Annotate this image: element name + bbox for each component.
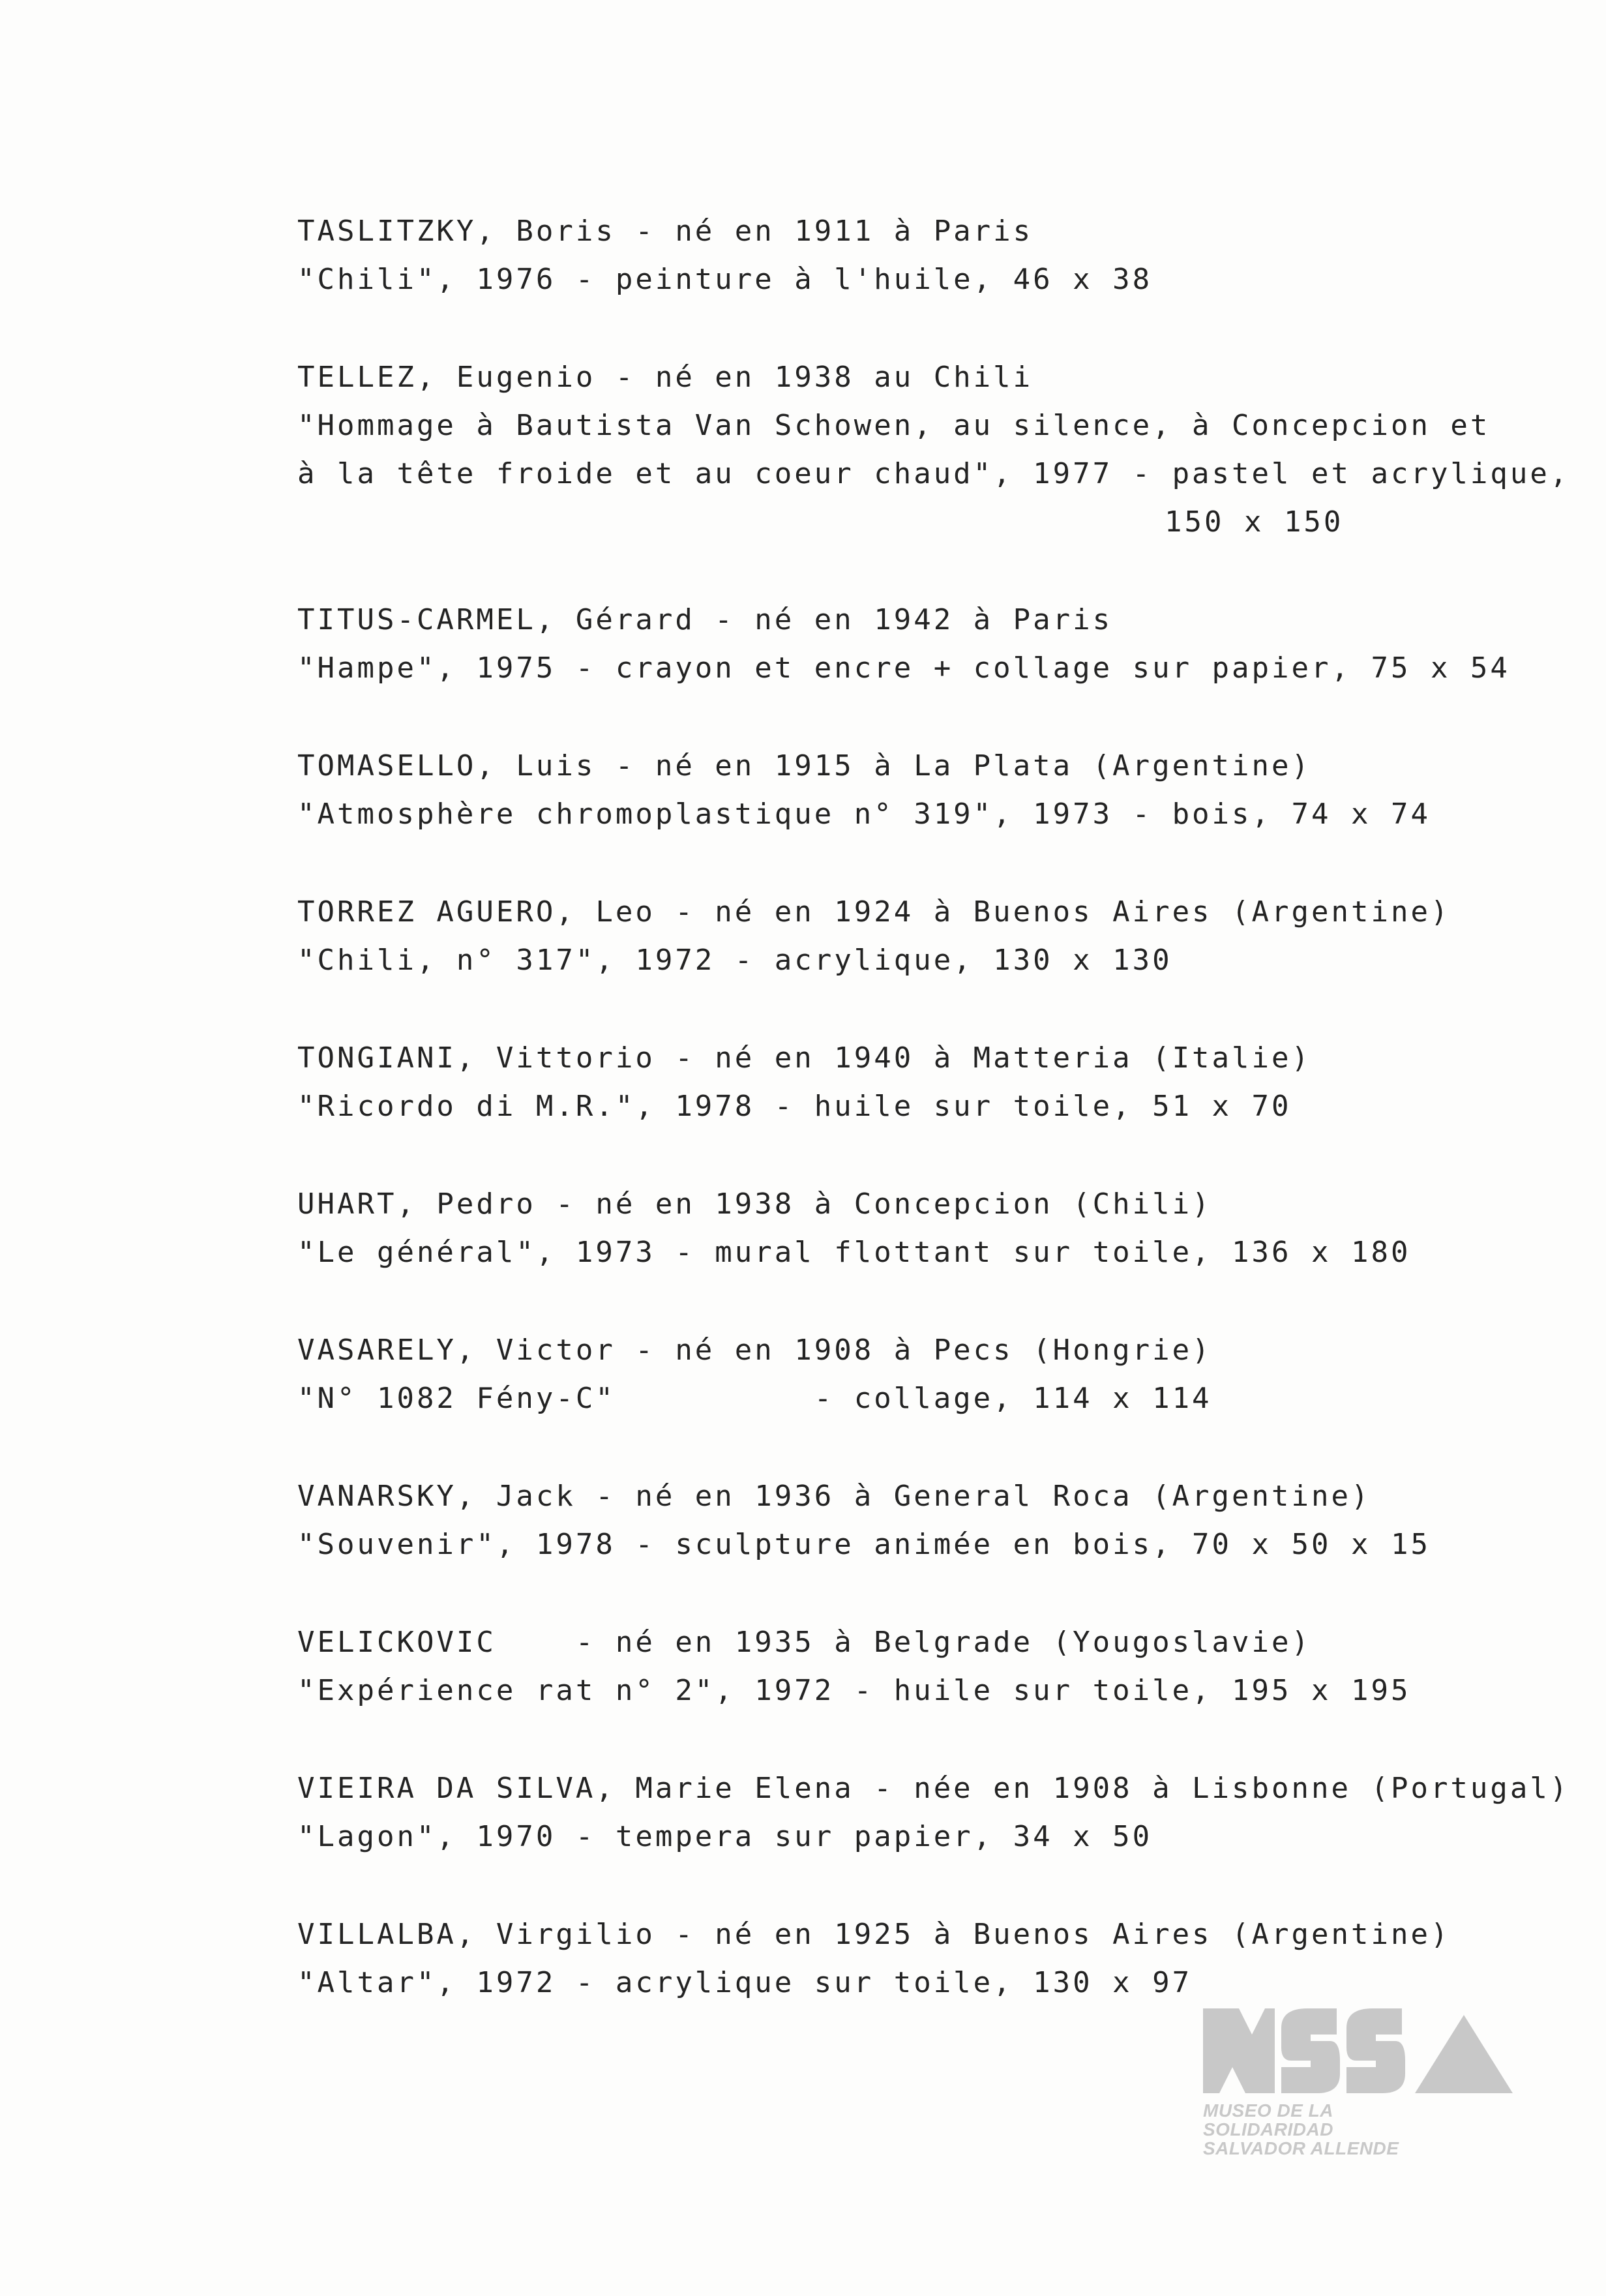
artist-entry-vasarely [297, 1326, 1575, 1423]
artist-line: TELLEZ, Eugenio - né en 1938 au Chili [297, 361, 1033, 394]
artist-line: VASARELY, Victor - né en 1908 à Pecs (Hongrie) [297, 1334, 1212, 1367]
artist-line: TITUS-CARMEL, Gérard - né en 1942 à Paris [297, 603, 1113, 636]
artist-line: VANARSKY, Jack - né en 1936 à General Roca (Argentine) [297, 1480, 1371, 1513]
artist-entry-titus-carmel [297, 596, 1575, 693]
artist-entry-taslitzky [297, 207, 1575, 304]
artist-entry-tongiani [297, 1034, 1575, 1131]
watermark-line: SOLIDARIDAD [1203, 2119, 1333, 2139]
artist-entry-tellez [297, 353, 1575, 546]
artwork-line: "Souvenir", 1978 - sculpture animée en bois, 70 x 50 x 15 [297, 1528, 1431, 1561]
artwork-line: "Le général", 1973 - mural flottant sur toile, 136 x 180 [297, 1236, 1411, 1269]
artist-entry-uhart [297, 1180, 1575, 1277]
artist-entry-vieira-da-silva [297, 1765, 1575, 1861]
watermark-line: MUSEO DE LA [1203, 2100, 1333, 2121]
artist-line: TONGIANI, Vittorio - né en 1940 à Matteria (Italie) [297, 1041, 1312, 1075]
artist-entry-velickovic [297, 1618, 1575, 1715]
artist-entry-tomasello [297, 742, 1575, 839]
artwork-line: "Atmosphère chromoplastique n° 319", 1973 - bois, 74 x 74 [297, 798, 1431, 831]
artist-line: VILLALBA, Virgilio - né en 1925 à Buenos Aires (Argentine) [297, 1918, 1451, 1951]
artist-entry-vanarsky [297, 1472, 1575, 1569]
watermark-line: SALVADOR ALLENDE [1203, 2138, 1399, 2158]
artist-list [297, 207, 1575, 2007]
artwork-line: "Chili", 1976 - peinture à l'huile, 46 x 38 [297, 263, 1153, 296]
artwork-line: "Chili, n° 317", 1972 - acrylique, 130 x 130 [297, 944, 1172, 977]
artwork-line: "Hampe", 1975 - crayon et encre + collage sur papier, 75 x 54 [297, 651, 1510, 685]
artist-line: VELICKOVIC - né en 1935 à Belgrade (Yougoslavie) [297, 1626, 1312, 1659]
artwork-line: "Ricordo di M.R.", 1978 - huile sur toile, 51 x 70 [297, 1090, 1292, 1123]
artwork-line: "Expérience rat n° 2", 1972 - huile sur toile, 195 x 195 [297, 1674, 1411, 1707]
artwork-line: "Altar", 1972 - acrylique sur toile, 130 x 97 [297, 1966, 1193, 1999]
artwork-line: à la tête froide et au coeur chaud", 1977 - pastel et acrylique, [297, 457, 1570, 490]
artist-line: TOMASELLO, Luis - né en 1915 à La Plata (Argentine) [297, 749, 1312, 783]
artwork-line: "N° 1082 Fény-C" - collage, 114 x 114 [297, 1382, 1212, 1415]
artwork-line: "Lagon", 1970 - tempera sur papier, 34 x 50 [297, 1820, 1153, 1853]
artwork-line: "Hommage à Bautista Van Schowen, au silence, à Concepcion et [297, 409, 1491, 442]
museum-watermark [1203, 2101, 1399, 2158]
artist-line: UHART, Pedro - né en 1938 à Concepcion (Chili) [297, 1187, 1212, 1221]
artist-line: TORREZ AGUERO, Leo - né en 1924 à Buenos Aires (Argentine) [297, 895, 1451, 929]
artist-entry-torrez-aguero [297, 888, 1575, 985]
artist-line: TASLITZKY, Boris - né en 1911 à Paris [297, 215, 1033, 248]
artist-line: VIEIRA DA SILVA, Marie Elena - née en 1908 à Lisbonne (Portugal) [297, 1772, 1570, 1805]
artwork-dimensions: 150 x 150 [1165, 505, 1344, 539]
